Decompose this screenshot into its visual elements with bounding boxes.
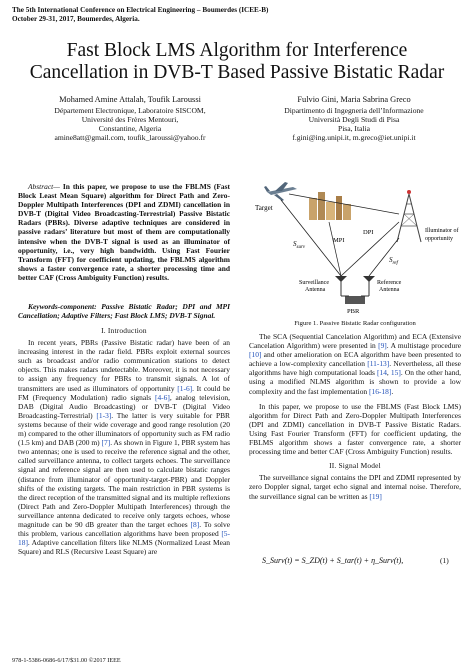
label-sref: $S_{ref}$ [389,256,398,266]
citation-link[interactable]: 15] [390,368,401,378]
authors-left-email: amine8att@gmail.com, toufik_laroussi@yahoo.fr [54,133,206,142]
label-illuminator-line2: opportunity [425,236,453,242]
label-dpi: DPI [363,229,374,236]
label-mpi: MPI [333,237,345,244]
citation-link[interactable]: [10] [249,350,262,360]
authors-right-aff3: Pisa, Italia [337,124,371,133]
paragraph-proposal: In this paper, we propose to use the FBLMS (Fast Block LMS) algorithm for Direct Path and Zero-Doppler Multipath Interferences (DPI and ZDMI) cancellation in DVB-T Passive Bistatic Radars. Using Fast Fourier Transform (FFT) for coefficient updating, the FBLMS algorithm shows a faster convergence rate, a shorter processing time and better CAF (Cross Ambiguity Function) results. [249,401,461,457]
authors-left-block [22,95,238,142]
paper-title-line2: Cancellation in DVB-T Based Passive Bistatic Radar [29,62,445,83]
label-pbr: PBR [347,308,360,315]
authors-left-aff3: Constantine, Algeria [98,124,162,133]
right-column-text [249,332,461,501]
label-surveillance-antenna-line1: Surveillance [299,280,329,286]
authors-right-email: f.gini@ing.unipi.it, m.greco@iet.unipi.it [292,133,416,142]
keywords-text: Keywords-component: Passive Bistatic Radar; DPI and MPI Cancellation; Adaptive Filters; Fast Block LMS; DVB-T Signal. [18,302,230,321]
abstract-text: In this paper, we propose to use the FBLMS (Fast Block Least Mean Square) algorithm for Direct Path and Zero-Doppler Multipath Interferences (DPI and ZDMI) cancellation in DVB-T (Digital Video Broadcasting-Terrestrial) Passive Bistatic Radars (PBRs). Diverse adaptive techniques are considered in passive radars’ literature but most of them are computationally intensive when the DVB-T signal is used as an illuminator of opportunity, i.e., very high bandwidth. Using Fast Fourier Transform (FFT) for coefficient updating, the FBLMS algorithm shows a faster convergence rate, a shorter processing time and better CAF (Cross Ambiguity Function) results. [18,182,230,282]
intro-paragraph: In recent years, PBRs (Passive Bistatic radar) have been of an increasing interest in the radar field. PBRs exploit external sources such as broadcast and/or radio communication stations to detect objects. This makes radars undetectable. Moreover, it is not necessary to assign any frequency for PBRs to transmit signals. A lot of transmitters are used as illuminators of opportunity [1-6]. It could be FM (Frequency Modulation) radio signals [4-6], analog television, DAB (Digital Audio Broadcasting) or DVB-T (Digital Video Broadcasting-Terrestrial) [1-3]. The latter is very suitable for PBR systems because of their wide coverage and good range resolution (20 m) compared to the other illuminators of opportunity such as FM radio (1.5 km) and DAB (200 m) [7]. As shown in Figure 1, PBR system has two antennas; one is used to receive the reference signal and the other, called surveillance antenna, to collect targets echoes. The surveillance signal and reference signal are then used to calculate bistatic ranges (distance from illuminator of opportunity-target-PBR) and Doppler shifts of the existing targets. The main restriction in PBR systems is the direct reception of the transmitted signal and its multiple reflexions (Direct Path and Zero-Doppler Multipath Interferences) through the surveillance antenna dedicated to receive only targets echoes, whose magnitude can be 90 dB greater than the target echoes [8]. To solve this problem, various cancellation algorithms have been proposed [5-18]. Adaptive cancellation filters like NLMS (Normalized Least Mean Square) and RLS (Recursive Least Square) are [18,338,231,557]
airplane-icon [264,182,297,201]
authors-right-block [244,95,464,142]
authors-left-aff1: Département Electronique, Laboratoire SISCOM, [54,106,206,115]
transmitter-tower-icon [397,190,421,242]
equation-1: S_Surv(t) = S_ZD(t) + S_tar(t) + η_Surv(t), [262,556,404,565]
paper-title-line1: Fast Block LMS Algorithm for Interference [66,40,408,61]
conference-header-line2: October 29-31, 2017, Boumerdes, Algeria. [12,15,140,23]
paragraph-signal-model: The surveillance signal contains the DPI and ZDMI represented by zero Doppler signal, target echo signal and internal noise. Therefore, the surveillance signal can be written as [19] [249,473,461,501]
citation-link[interactable]: [1-3] [96,410,112,420]
label-illuminator-line1: Illuminator of [425,228,459,234]
label-ssurv: $S_{surv}$ [293,240,306,250]
paragraph-cancellation-algorithms: The SCA (Sequential Cancelation Algorithm) and ECA (Extensive Cancelation Algorithm) were presented in [9]. A multistage procedure [10] and other amelioration on ECA algorithm have been presented to achieve a low-complexity cancellation [11-13]. Nevertheless, all these algorithms have high computational loads [14, 15]. On the other hand, using a modified NLMS algorithm is shown to provide a low complexity and the fast implementation [16-18]. [249,332,462,396]
citation-link[interactable]: [11-13] [367,359,390,369]
authors-left-aff2: Université des Frères Mentouri, [81,115,179,124]
authors-right-aff2: Università Degli Studi di Pisa [308,115,400,124]
conference-header-line1: The 5th International Conference on Electrical Engineering – Boumerdes (ICEE-B) [12,6,269,14]
section-heading-introduction: I. Introduction [101,326,147,335]
citation-link[interactable]: [1-6] [177,383,193,393]
keywords [18,302,230,320]
abstract [18,182,230,282]
copyright-footer: 978-1-5386-0686-6/17/$31.00 ©2017 IEEE [12,657,121,664]
citation-link[interactable]: [14 [377,368,387,378]
reference-antenna-icon [363,276,375,296]
label-reference-antenna-line1: Reference [377,280,402,286]
citation-link[interactable]: [4-6] [154,392,170,402]
citation-link[interactable]: [19] [369,491,382,501]
figure-caption: Figure 1. Passive Bistatic Radar configuration [294,320,416,327]
equation-1-number: (1) [440,556,449,565]
pbr-receiver-icon [341,296,369,304]
paper-title [0,40,474,84]
citation-link[interactable]: [8] [190,519,200,529]
label-reference-antenna-line2: Antenna [379,287,400,293]
figure-pbr-configuration [249,178,461,316]
citation-link[interactable]: [16-18] [369,386,392,396]
authors-right-aff1: Dipartimento di Ingegneria dell’Informazione [284,106,424,115]
citation-link[interactable]: [5-18] [18,529,230,548]
buildings-icon [309,192,351,220]
label-surveillance-antenna-line2: Antenna [305,287,326,293]
citation-link[interactable]: [7] [101,438,111,448]
section-heading-signal-model: II. Signal Model [329,461,381,471]
section-introduction [18,326,230,556]
authors-right-names: Fulvio Gini, Maria Sabrina Greco [297,95,411,104]
signal-path-reference [369,238,399,276]
abstract-label: Abstract— [28,182,60,191]
surveillance-antenna-icon [335,276,347,296]
label-target: Target [255,204,273,212]
citation-link[interactable]: [9] [378,341,387,351]
authors-left-names: Mohamed Amine Attalah, Toufik Laroussi [59,95,201,104]
conference-header [12,6,268,24]
